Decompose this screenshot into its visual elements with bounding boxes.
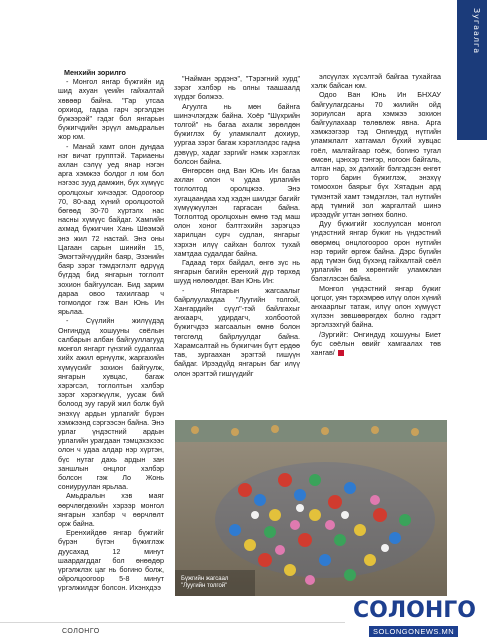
photo-caption [181, 576, 228, 590]
dancers-photo [175, 420, 447, 596]
paragraph: элсүүлэх хүсэлтэй байгаа тухайгаа хэлж байсан юм. [311, 72, 441, 91]
paragraph: "Найман эрдэнэ", "Тэрэгний хурд" зэрэг хэлбэр нь олны таашаалд хүрдэг болжээ. [174, 74, 300, 102]
paragraph: Одоо Ван Юнь Ин БНХАУ байгуулагдсаны 70 жилийн ойд зориулсан арга хэмжээ зохион байгуулахаар төлөвлөж явна. Арга хэмжээгээр тэд Онгиндуд нүтгийн уламжлалт хатгамал бүхий хувцас гоёл, малгайгаар гоёж, богино тугал өмсөн, цэнхэр тэнгэр, ногоон байгаль, алтан нар, эх дэлхийг бэлгэдсэн өнгөт торго барин бүжиглэж, энэхүү томоохон баярыг бүх Хятадын ард түмэнтэй хамт тэмдэглэн, тал нутгийн ард түмний зол жаргалтай шинэ ирээдүйг угтан зөгнөх болно. [311, 90, 441, 220]
paragraph: Дуу бүжигийг хослуулсан монгол үндэстний янгар бүжиг нь үндэстний өвөрмөц онцлогоороо орон нутгийн нэр төрийг өргөж байна. Дэрс бүгийн ард түмэн бид бүхэнд гайхалтай сөёл урлагийн өв хөрөнгийг уламжлан бэлэглэсэн байна. [311, 219, 441, 284]
paragraph: Еренхийдөө янгар бүжгийг бүрэн бүтэн бүжиглэж дуусахад 12 минут шаардагддаг бол өнөөдөр үргэлжлэх цаг нь богино болж, ойролцоогоор 5-8 минут үргэлжилдэг болсон. Ихэнхдээ [58, 528, 164, 593]
article-column-1 [58, 68, 164, 593]
logo-wordmark: СОЛОНГО [353, 598, 476, 623]
footer-divider [0, 622, 345, 623]
section-tab-label: Зугаалга [472, 8, 481, 55]
paragraph: Амьдралын хэв маяг өөрчлөгдөхийн хэрээр монгол янгарын хэлбэр ч өөрчлөлт орж байна. [58, 491, 164, 528]
end-mark-icon [338, 350, 344, 356]
section-heading: Менхийн зорилго [64, 68, 126, 77]
publication-logo [345, 598, 487, 642]
credit-line [311, 330, 441, 358]
paragraph: - Монгол янгар бүжгийн ид шид ахуан үеийн гайхалтай хөвөөр байна. "Гар утсаа орхиод, гадаа гарч эргэлдэн бүжээрэй" гэдэг бол янгарын бүжигчдийн эрүүл амьдралын жор юм. [58, 77, 164, 142]
section-tab [457, 0, 487, 140]
article-column-3 [311, 72, 441, 357]
paragraph: Монгол үндэстний янгар бүжиг цогцог, уян тэрхэмрөө илүү олон хүний анхаарлыг татаж, илүү олон хүмүүст хүлээн зөвшөөрөгдөх болно гэдэгт эргэлзэхгүй байна. [311, 283, 441, 330]
logo-website: SOLONGONEWS.MN [369, 626, 458, 637]
paragraph: Гадаад төрх байдал, өнгө зүс нь янгарын багийн еренхий дүр төрхөд шууд нөлөөлдөг. Ван Юнь Ин: [174, 258, 300, 286]
paragraph: - Янгарын жагсаалыг байрлуулахдаа "Луугийн толгой, Хангардийн сүүл"-тэй байлгахыг анхаарч, удирдагч, холбоотой бүжигчдээ жагсаалын өмнө болон төгсгөлд байрлуулдаг байна. Харамсалтай нь бүжигчин бүгт ердөө тав, зургаахан эрэгтэй гишүүн байдаг. Ирээдүйд янгарын баг илүү олон эрэгтэй гишүүдийг [174, 285, 300, 378]
caption-line-1: Бүжгийн жагсаал [181, 576, 229, 582]
paragraph: Агуулга нь мөн байнга шинэчлэгдэж байна. Хоёр "Шүхрийн толгой" нь багаа ахалж зөрөлдөн бүжиглэх бу уламжлалт дохиур, уургаа зэрэг багаж хэрэглэлдэс гадна дэвүүр, хадаг зэргийг нэмж хэрэглэх болсон байна. [174, 101, 300, 166]
article-column-2 [174, 74, 300, 378]
credit-text: /Зургийг: Онгиндуд хошууны Биет бус сөёлын өвийг хамгаалах төв хангав/ [311, 329, 441, 358]
footer-publication: СОЛОНГО [62, 628, 100, 635]
paragraph: Өнгөрсөн онд Ван Юнь Ин багаа ахлан олон ч удаа урлагийн тоглолтод оролцжээ. Энэ хугацаандаа хэд хэдэн шилдэг багийг хүмүүжүүлэн гаргасан байна. Тоглолтод оролцохын өмнө тэд маш олон хоног бэлтгэхийн зэрэгцээ харилцан сурч судлан, янгарыг хэрхэн илүү сайхан болгох тухай хамтдаа судалдаг байна. [174, 166, 300, 258]
caption-line-2: "Луугийн толгой" [181, 583, 228, 589]
paragraph: - Сүүлийн жилүүдэд Онгиндуд хошууны сөёлын салбарын албан байгууллагууд монгол янгарт гүнзгий судалгаа хийх ажил өрнүүлж, жаргахийн хүмүүсийг зохион байгуулж, янгарын хувцас, багаж хэрэгсэл, тоглолтын хэлбэр зэрэг хэрэгжүүлж, уусаж бий болоод зуу гаруй жил болж буй энэхүү ардын урлагийг бүрэн хэмжээнд сэргээсэн байна. Энэ урлаг үндэстний ардын урлагийн урагдаан тэмцэхэхээс олон ч удаа алдар нэр хүртэн, бүс нутаг дахь ардын зан заншлын онцлог хэлбэр болсон гэж Ло Жонь сониуруулан ярьлаа. [58, 316, 164, 492]
dancers-photo-illustration [175, 420, 447, 596]
paragraph: - Манай хамт олон дундаа нэг вичат групптэй. Тариаены ахлан сэлүү уед янар нэгэн арга хэмжээ болдог л юм бол нэгээс зууд дамжин, бүх хүмүүс оролцохыг хичээдэг. Одоогоор 70, 80-аад хүний оролцоотой бөгөөд 30-70 хүртэлх нас насны хүмүүс байдаг. Хамгийн ахмад бүжигчин Хань Шөэмэй энэ жил 72 настай. Энэ оны Цагаан сарын шинийн 15, Эмэгтэйчүүдийн баяр, Эзэнийн баяр зэрэг тэмдэглэлт өдрүүд бүгдэд бид янгарын тоглолт зохион байгуулсан. Бид зарим дараа овоо тахилгаар ч тогмолдог гэж Ван Юнь Ин ярьлаа. [58, 141, 164, 317]
